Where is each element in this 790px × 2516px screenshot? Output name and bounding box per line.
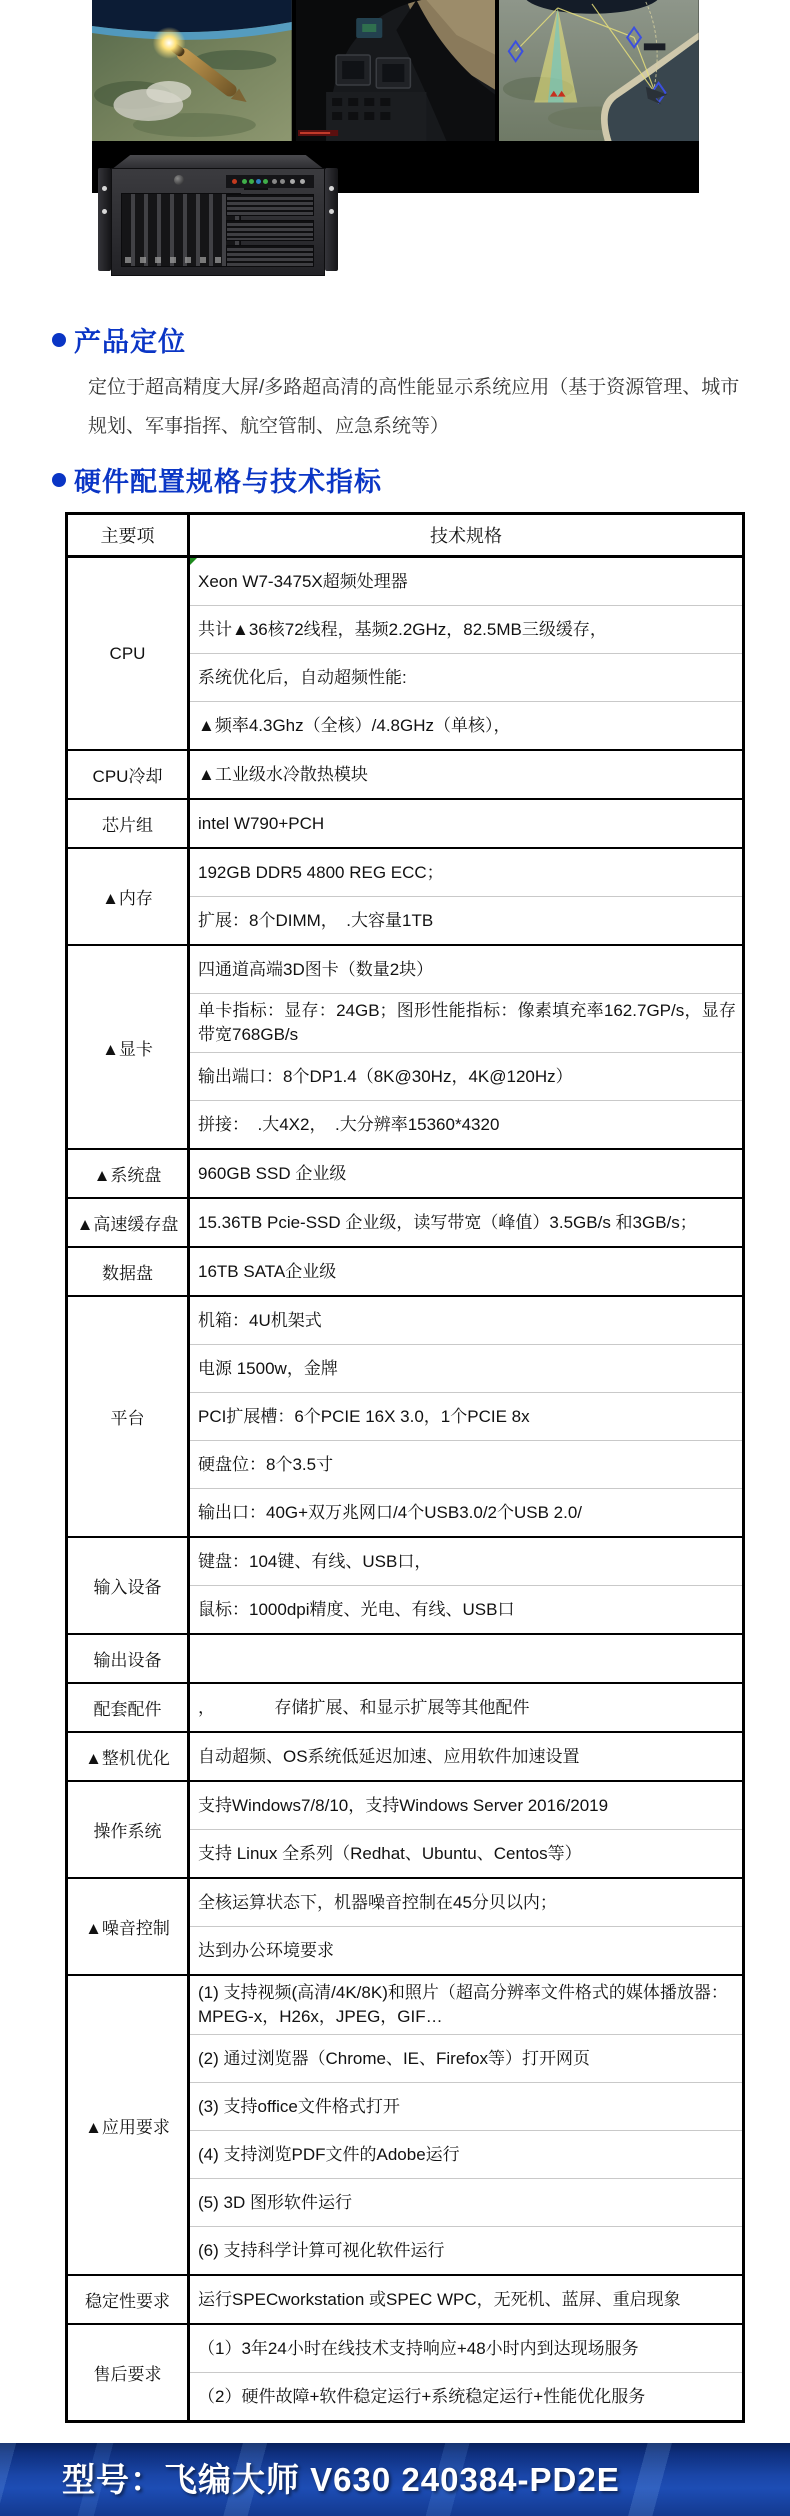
spec-value: 16TB SATA企业级: [189, 1247, 744, 1296]
spec-value: (5) 3D 图形软件运行: [189, 2179, 744, 2227]
spec-value: (4) 支持浏览PDF文件的Adobe运行: [189, 2131, 744, 2179]
cell-corner-marker-icon: [190, 558, 197, 565]
spec-row: [67, 1878, 744, 1927]
spec-label: CPU冷却: [67, 750, 189, 799]
section-heading-specs: [52, 460, 790, 499]
spec-row: [67, 1975, 744, 2035]
bullet-icon: [52, 333, 66, 347]
spec-value: 系统优化后，自动超频性能:: [189, 654, 744, 702]
spec-label: ▲系统盘: [67, 1149, 189, 1198]
missile-launch-illustration: [92, 0, 292, 141]
spec-header-item: 主要项: [67, 514, 189, 557]
chassis-drive-bays: [121, 193, 241, 267]
spec-value: (2) 通过浏览器（Chrome、IE、Firefox等）打开网页: [189, 2035, 744, 2083]
spec-value: 输出端口：8个DP1.4（8K@30Hz，4K@120Hz）: [189, 1053, 744, 1101]
spec-row: [67, 1198, 744, 1247]
spec-label: 芯片组: [67, 799, 189, 848]
spec-label: ▲噪音控制: [67, 1878, 189, 1975]
spec-label: 操作系统: [67, 1781, 189, 1878]
spec-header-row: [67, 514, 744, 557]
chassis-led-panel: [226, 175, 314, 188]
spec-row: [67, 945, 744, 994]
spec-row: [67, 799, 744, 848]
spec-row: [67, 848, 744, 897]
spec-value: 机箱：4U机架式: [189, 1296, 744, 1345]
spec-value: 单卡指标：显存：24GB；图形性能指标：像素填充率162.7GP/s，显存带宽768GB/s: [189, 994, 744, 1053]
chassis-front-panel: [111, 168, 325, 276]
spec-label: CPU: [67, 557, 189, 751]
section-heading-positioning: [52, 320, 790, 359]
spec-value: (6) 支持科学计算可视化软件运行: [189, 2227, 744, 2276]
hero-image-cockpit: [296, 0, 496, 141]
spec-label: 售后要求: [67, 2324, 189, 2422]
spec-value: intel W790+PCH: [189, 799, 744, 848]
spec-value: 全核运算状态下，机器噪音控制在45分贝以内；: [189, 1878, 744, 1927]
aerial-network-illustration: [499, 0, 699, 141]
section-title: 产品定位: [74, 327, 186, 357]
spec-value: 15.36TB Pcie-SSD 企业级，读写带宽（峰值）3.5GB/s 和3GB/s；: [189, 1198, 744, 1247]
spec-label: 平台: [67, 1296, 189, 1537]
spec-value: 共计▲36核72线程，基频2.2GHz，82.5MB三级缓存，: [189, 606, 744, 654]
spec-value: 四通道高端3D图卡（数量2块）: [189, 945, 744, 994]
spec-row: [67, 1296, 744, 1345]
spec-row: [67, 2275, 744, 2324]
spec-label: ▲整机优化: [67, 1732, 189, 1781]
spec-row: [67, 557, 744, 606]
server-chassis-image: [98, 155, 338, 282]
section-title: 硬件配置规格与技术指标: [74, 467, 382, 497]
spec-value: (3) 支持office文件格式打开: [189, 2083, 744, 2131]
hero-image-aerial: [499, 0, 699, 141]
spec-label: 输入设备: [67, 1537, 189, 1634]
hero-section: [0, 0, 790, 286]
spec-value: 支持 Linux 全系列（Redhat、Ubuntu、Centos等）: [189, 1830, 744, 1879]
spec-row: [67, 1149, 744, 1198]
spec-label: 配套配件: [67, 1683, 189, 1732]
spec-label: ▲内存: [67, 848, 189, 945]
positioning-paragraph: 定位于超高精度大屏/多路超高清的高性能显示系统应用（基于资源管理、城市规划、军事指挥、航空管制、应急系统等）: [88, 377, 740, 437]
model-text: 型号：飞编大师 V630 240384-PD2E: [62, 2461, 620, 2498]
spec-row: [67, 1247, 744, 1296]
spec-value: 键盘：104键、有线、USB口，: [189, 1537, 744, 1586]
spec-value: 运行SPECworkstation 或SPEC WPC，无死机、蓝屏、重启现象: [189, 2275, 744, 2324]
spec-value: 硬盘位：8个3.5寸: [189, 1441, 744, 1489]
spec-row: [67, 2324, 744, 2373]
chassis-vents: [226, 194, 314, 267]
spec-label: ▲显卡: [67, 945, 189, 1149]
spec-value: 拼接： .大4X2， .大分辨率15360*4320: [189, 1101, 744, 1150]
spec-label: ▲高速缓存盘: [67, 1198, 189, 1247]
spec-value: 电源 1500w，金牌: [189, 1345, 744, 1393]
spec-value: 扩展：8个DIMM， .大容量1TB: [189, 897, 744, 946]
spec-value: ， 存储扩展、和显示扩展等其他配件: [189, 1683, 744, 1732]
spec-label: 稳定性要求: [67, 2275, 189, 2324]
bullet-icon: [52, 473, 66, 487]
chassis-lock: [174, 175, 184, 185]
spec-label: ▲应用要求: [67, 1975, 189, 2275]
spec-value: 输出口：40G+双万兆网口/4个USB3.0/2个USB 2.0/: [189, 1489, 744, 1538]
chassis-rack-ear-right: [325, 168, 338, 271]
spec-value: PCI扩展槽：6个PCIE 16X 3.0，1个PCIE 8x: [189, 1393, 744, 1441]
spec-value-text: Xeon W7-3475X超频处理器: [198, 571, 408, 591]
spec-header-spec: 技术规格: [189, 514, 744, 557]
spec-row: [67, 1634, 744, 1683]
spec-row: [67, 1683, 744, 1732]
spec-row: [67, 1537, 744, 1586]
spec-value: 达到办公环境要求: [189, 1927, 744, 1976]
spec-value: 支持Windows7/8/10，支持Windows Server 2016/2019: [189, 1781, 744, 1830]
spec-value: （2）硬件故障+软件稳定运行+系统稳定运行+性能优化服务: [189, 2373, 744, 2422]
spec-value: ▲频率4.3Ghz（全核）/4.8GHz（单核），: [189, 702, 744, 751]
cockpit-illustration: [296, 0, 496, 141]
spec-value: 鼠标：1000dpi精度、光电、有线、USB口: [189, 1586, 744, 1635]
spec-label: 输出设备: [67, 1634, 189, 1683]
spec-row: [67, 750, 744, 799]
spec-label: 数据盘: [67, 1247, 189, 1296]
hero-image-missile: [92, 0, 292, 141]
spec-row: [67, 1781, 744, 1830]
chassis-rack-ear-left: [98, 168, 111, 271]
spec-value: [189, 1634, 744, 1683]
spec-value: 960GB SSD 企业级: [189, 1149, 744, 1198]
spec-value: (1) 支持视频(高清/4K/8K)和照片（超高分辨率文件格式的媒体播放器：MPEG-x，H26x，JPEG，GIF…: [189, 1975, 744, 2035]
spec-value: 192GB DDR5 4800 REG ECC；: [189, 848, 744, 897]
spec-value: 自动超频、OS系统低延迟加速、应用软件加速设置: [189, 1732, 744, 1781]
spec-value: （1）3年24小时在线技术支持响应+48小时内到达现场服务: [189, 2324, 744, 2373]
spec-value: [189, 557, 744, 606]
spec-row: [67, 1732, 744, 1781]
spec-value: ▲工业级水冷散热模块: [189, 750, 744, 799]
model-banner: [0, 2443, 790, 2516]
spec-table: [65, 512, 745, 2423]
